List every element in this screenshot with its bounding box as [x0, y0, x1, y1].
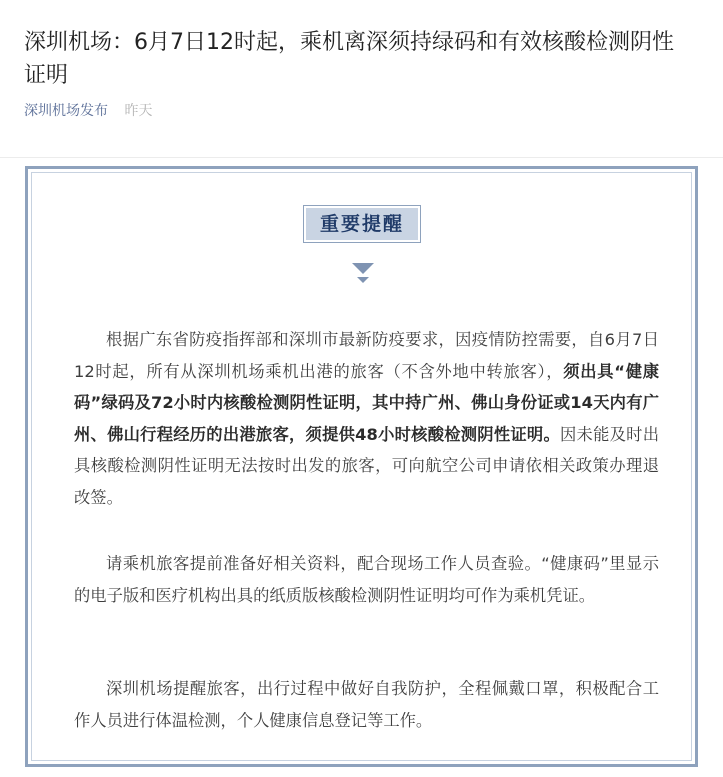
down-triangle-icon [351, 262, 375, 284]
notice-paragraph-2: 请乘机旅客提前准备好相关资料，配合现场工作人员查验。“健康码”里显示的电子版和医疗机构出具的纸质版核酸检测阴性证明均可作为乘机凭证。 [74, 554, 659, 605]
source-link[interactable]: 深圳机场发布 [24, 103, 108, 119]
notice-badge-label: 重要提醒 [306, 208, 418, 240]
article-meta [24, 101, 152, 121]
p1-text-a: 根据广东省防疫指挥部和深圳市最新防疫要求，因疫情防控需要，自6月7日12时起，所有从深圳机场乘机出港的旅客（不含外地中转旅客）， [74, 330, 659, 381]
notice-paragraph-3: 深圳机场提醒旅客，出行过程中做好自我防护，全程佩戴口罩，积极配合工作人员进行体温检测，个人健康信息登记等工作。 [74, 679, 659, 730]
p1-text-b: 因未能及时出具核酸检测阴性证明无法按时出发的旅客，可向航空公司申请依相关政策办理退改签。 [74, 424, 659, 507]
p1-bold-text: 须出具“健康码”绿码及72小时内核酸检测阴性证明，其中持广州、佛山身份证或14天内有广州、佛山行程经历的出港旅客，须提供48小时核酸检测阴性证明。 [74, 361, 659, 444]
notice-badge [303, 205, 421, 243]
divider [0, 157, 723, 158]
page-title: 深圳机场：6月7日12时起，乘机离深须持绿码和有效核酸检测阴性证明 [24, 30, 674, 88]
publish-time: 昨天 [124, 103, 153, 119]
notice-paragraph-1 [74, 324, 659, 513]
